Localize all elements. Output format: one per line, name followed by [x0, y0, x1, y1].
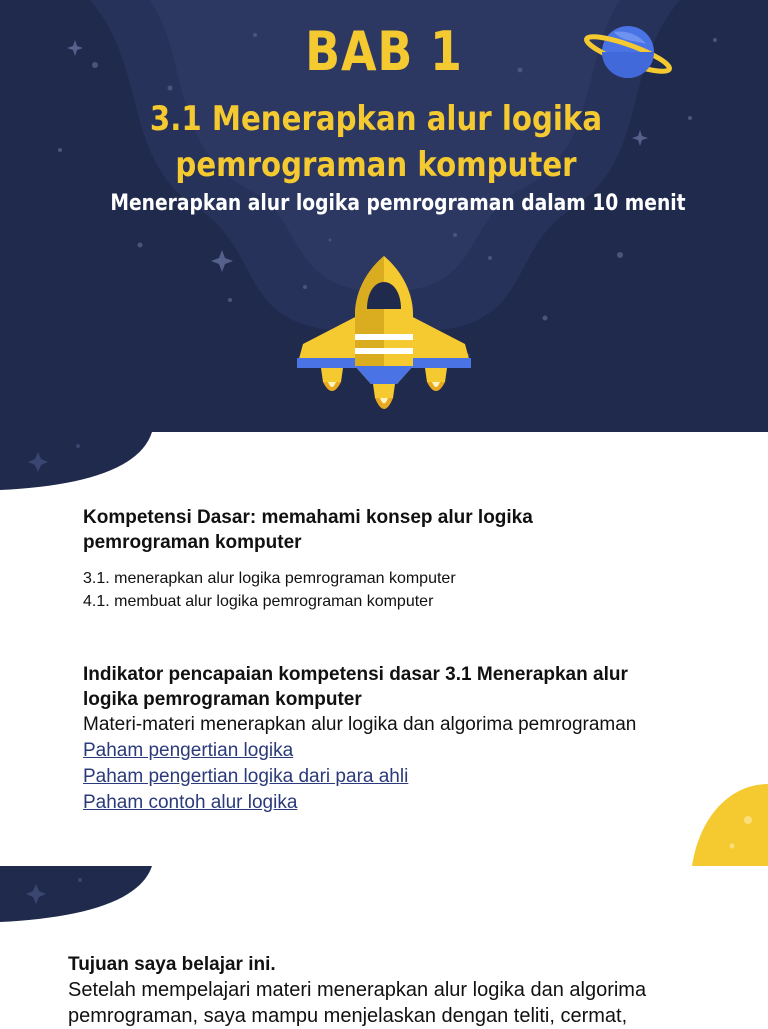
link-pengertian-logika-ahli[interactable]: Paham pengertian logika dari para ahli [83, 766, 409, 787]
competence-heading-line-2: pemrograman komputer [83, 532, 302, 553]
competence-item: 3.1. menerapkan alur logika pemrograman komputer [83, 570, 456, 587]
goal-heading: Tujuan saya belajar ini. [68, 954, 276, 975]
link-contoh-alur-logika[interactable]: Paham contoh alur logika [83, 792, 298, 813]
indicator-heading-line-2: logika pemrograman komputer [83, 689, 362, 710]
link-pengertian-logika[interactable]: Paham pengertian logika [83, 740, 294, 761]
indicator-intro: Materi-materi menerapkan alur logika dan algorima pemrograman [83, 714, 637, 735]
hero-banner [0, 0, 768, 432]
competence-heading-line-1: Kompetensi Dasar: memahami konsep alur logika [83, 507, 533, 528]
hero-subtitle: Menerapkan alur logika pemrograman dalam 10 menit [110, 191, 686, 216]
hero-title-line-1: 3.1 Menerapkan alur logika [149, 99, 603, 139]
hero-title [139, 96, 614, 188]
hero-title-line-2: pemrograman komputer [175, 145, 577, 185]
competence-heading [83, 505, 723, 555]
corner-wave-top [0, 432, 152, 490]
goal-text-line-1: Setelah mempelajari materi menerapkan alur logika dan algorima [68, 979, 647, 1001]
indicator-section [83, 662, 723, 816]
corner-wave-bottom [0, 866, 152, 922]
goal-section [68, 952, 748, 1029]
indicator-heading [83, 662, 723, 712]
indicator-heading-line-1: Indikator pencapaian kompetensi dasar 3.1 Menerapkan alur [83, 664, 628, 685]
goal-text-line-2: pemrograman, saya mampu menjelaskan dengan teliti, cermat, [68, 1005, 628, 1027]
rocket-icon [293, 254, 475, 416]
competence-section [83, 505, 723, 613]
competence-item: 4.1. membuat alur logika pemrograman komputer [83, 593, 434, 610]
chapter-title: BAB 1 [305, 20, 463, 83]
